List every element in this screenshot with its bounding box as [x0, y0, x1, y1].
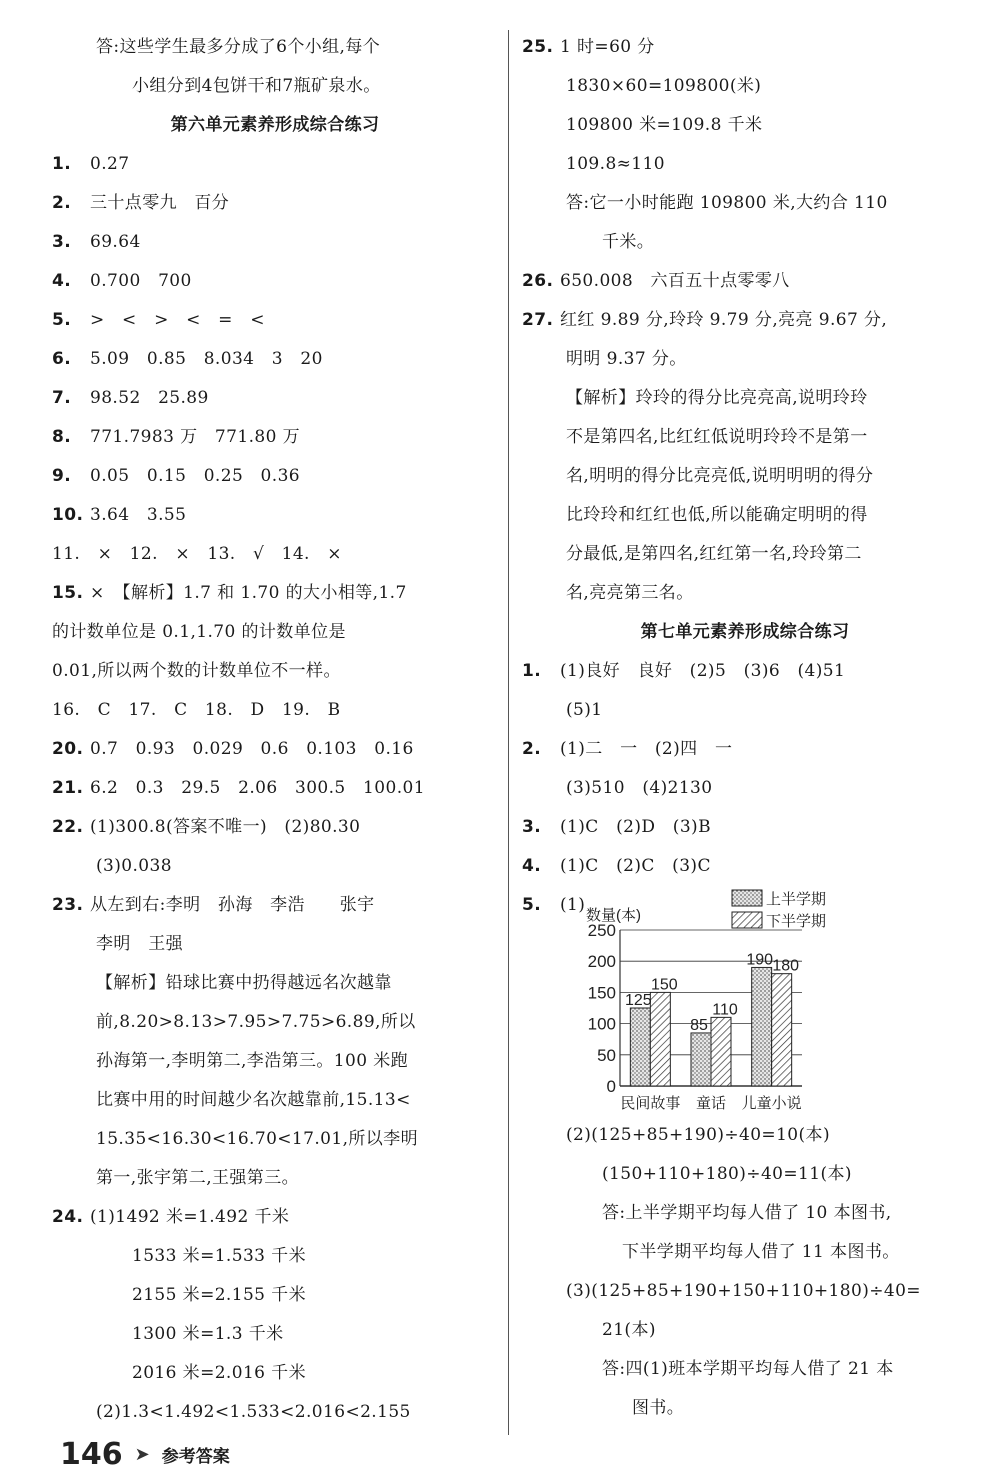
answer-item-b5: [522, 886, 968, 1116]
item-text: (1)C (2)C (3)C: [560, 856, 711, 876]
answer-line: (150+110+180)÷40=11(本): [602, 1164, 852, 1184]
item-text: 0.700 700: [90, 271, 192, 291]
analysis-line: 比赛中用的时间越少名次越靠前,15.13<: [96, 1090, 411, 1110]
answer-item-24: [52, 1198, 498, 1237]
x-tick-label: 儿童小说: [741, 1095, 802, 1112]
item-text: > < > < = <: [90, 310, 265, 330]
item-text: 3.64 3.55: [90, 505, 187, 525]
answer-item-10: [52, 496, 498, 535]
item-text: 1 时=60 分: [560, 37, 655, 57]
item-text: 三十点零九 百分: [90, 193, 230, 213]
answer-item-b2: [522, 730, 968, 769]
answer-line: 109800 米=109.8 千米: [566, 115, 763, 135]
item-number: 24.: [52, 1207, 84, 1227]
answer-items-11-14: 11. × 12. × 13. √ 14. ×: [52, 544, 342, 564]
item-number: 3.: [52, 232, 72, 252]
item-number: 7.: [52, 388, 72, 408]
item-text: (1)1492 米=1.492 千米: [90, 1207, 290, 1227]
y-tick-label: 50: [597, 1045, 616, 1065]
item-text: 6.2 0.3 29.5 2.06 300.5 100.01: [90, 778, 425, 798]
left-column: [52, 28, 498, 1432]
y-tick-label: 100: [587, 1014, 616, 1034]
legend-swatch: [732, 890, 762, 906]
item-text: (1)300.8(答案不唯一) (2)80.30: [90, 817, 361, 837]
answer-item-4: [52, 262, 498, 301]
answer-item-27: [522, 301, 968, 340]
answer-item-22: [52, 808, 498, 847]
answer-line: (2)1.3<1.492<1.533<2.016<2.155: [96, 1402, 411, 1422]
item-text: 5.09 0.85 8.034 3 20: [90, 349, 323, 369]
item-number: 1.: [52, 154, 72, 174]
answer-line: 2155 米=2.155 千米: [132, 1285, 306, 1305]
item-text: (1)良好 良好 (2)5 (3)6 (4)51: [560, 661, 846, 681]
answer-line: 图书。: [632, 1398, 685, 1418]
answer-line: 小组分到4包饼干和7瓶矿泉水。: [132, 76, 381, 96]
y-axis-label: 数量(本): [586, 907, 641, 924]
item-text: 771.7983 万 771.80 万: [90, 427, 301, 447]
answer-line: 答:它一小时能跑 109800 米,大约合 110: [566, 193, 888, 213]
answer-item-9: [52, 457, 498, 496]
answer-item-2: [52, 184, 498, 223]
item-number: 20.: [52, 739, 84, 759]
answer-line: 109.8≈110: [566, 154, 665, 174]
item-number: 2.: [52, 193, 72, 213]
item-number: 2.: [522, 739, 542, 759]
item-number: 10.: [52, 505, 84, 525]
item-text: 0.05 0.15 0.25 0.36: [90, 466, 301, 486]
answer-item-25: [522, 28, 968, 67]
item-number: 15.: [52, 583, 84, 603]
item-number: 26.: [522, 271, 554, 291]
item-number: 5.: [52, 310, 72, 330]
data-label: 125: [624, 992, 652, 1009]
answer-line: (5)1: [566, 700, 603, 720]
item-number: 25.: [522, 37, 554, 57]
item-text: 0.27: [90, 154, 130, 174]
data-label: 190: [746, 951, 774, 969]
item-b5-label: [522, 886, 585, 925]
answer-line: 千米。: [602, 232, 655, 252]
answer-item-7: [52, 379, 498, 418]
y-tick-label: 200: [587, 952, 616, 972]
answer-item-5: [52, 301, 498, 340]
answer-item-b1: [522, 652, 968, 691]
item-text: 从左到右:李明 孙海 李浩 张宇: [90, 895, 375, 915]
answer-item-6: [52, 340, 498, 379]
legend-label: 下半学期: [766, 913, 827, 930]
analysis-line: 不是第四名,比红红低说明玲玲不是第一: [566, 427, 868, 447]
item-text: 98.52 25.89: [90, 388, 209, 408]
answer-line: 2016 米=2.016 千米: [132, 1363, 306, 1383]
item-number: 4.: [52, 271, 72, 291]
analysis-line: 前,8.20>8.13>7.95>7.75>6.89,所以: [96, 1012, 416, 1032]
answer-line: (3)(125+85+190+150+110+180)÷40=: [566, 1281, 921, 1301]
item-text: (1): [560, 895, 586, 915]
analysis-line: 名,亮亮第三名。: [566, 583, 694, 603]
answer-line: 答:上半学期平均每人借了 10 本图书,: [602, 1203, 892, 1223]
item-number: 5.: [522, 895, 542, 915]
analysis-line: 分最低,是第四名,红红第一名,玲玲第二: [566, 544, 862, 564]
analysis-line: 【解析】玲玲的得分比亮亮高,说明玲玲: [566, 388, 868, 408]
y-tick-label: 0: [606, 1077, 616, 1096]
bar-first-half: [691, 1033, 711, 1086]
item-number: 8.: [52, 427, 72, 447]
item-number: 4.: [522, 856, 542, 876]
item-number: 9.: [52, 466, 72, 486]
y-tick-label: 250: [587, 921, 616, 940]
answer-item-15: [52, 574, 498, 613]
answer-line: 的计数单位是 0.1,1.70 的计数单位是: [52, 622, 346, 642]
answer-line: 1300 米=1.3 千米: [132, 1324, 284, 1344]
answer-line: 李明 王强: [96, 934, 183, 954]
answer-line: 答:四(1)班本学期平均每人借了 21 本: [602, 1359, 894, 1379]
item-number: 21.: [52, 778, 84, 798]
right-column: [522, 28, 968, 1428]
data-label: 150: [650, 976, 678, 994]
item-text: 0.7 0.93 0.029 0.6 0.103 0.16: [90, 739, 414, 759]
data-label: 110: [712, 1001, 738, 1019]
answer-line: 下半学期平均每人借了 11 本图书。: [622, 1242, 900, 1262]
analysis-line: 孙海第一,李明第二,李浩第三。100 米跑: [96, 1051, 409, 1071]
analysis-line: 第一,张宇第二,王强第三。: [96, 1168, 300, 1188]
item-text: 69.64: [90, 232, 141, 252]
page-footer: [60, 1436, 230, 1472]
answer-item-b3: [522, 808, 968, 847]
answer-item-20: [52, 730, 498, 769]
item-text: 650.008 六百五十点零零八: [560, 271, 790, 291]
bar-first-half: [752, 967, 772, 1086]
answer-line: (2)(125+85+190)÷40=10(本): [566, 1125, 830, 1145]
answer-item-8: [52, 418, 498, 457]
item-number: 6.: [52, 349, 72, 369]
footer-label: 参考答案: [161, 1446, 230, 1467]
answer-line: 21(本): [602, 1320, 656, 1340]
bar-first-half: [630, 1008, 650, 1086]
item-number: 27.: [522, 310, 554, 330]
analysis-line: 【解析】铅球比赛中扔得越远名次越靠: [96, 973, 392, 993]
answer-line: (3)510 (4)2130: [566, 778, 713, 798]
answer-line: 明明 9.37 分。: [566, 349, 687, 369]
item-number: 23.: [52, 895, 84, 915]
item-text: (1)C (2)D (3)B: [560, 817, 711, 837]
bar-second-half: [772, 974, 792, 1086]
item-number: 1.: [522, 661, 542, 681]
item-text: 红红 9.89 分,玲玲 9.79 分,亮亮 9.67 分,: [560, 310, 888, 330]
bar-second-half: [711, 1017, 731, 1086]
answer-item-26: [522, 262, 968, 301]
answer-line: 0.01,所以两个数的计数单位不一样。: [52, 661, 341, 681]
arrow-icon: ➤: [134, 1443, 150, 1465]
column-divider: [508, 30, 509, 1435]
x-tick-label: 童话: [695, 1095, 727, 1112]
section-heading-unit7: 第七单元素养形成综合练习: [640, 622, 850, 642]
answer-line: 1830×60=109800(米): [566, 76, 762, 96]
page-number: 146: [60, 1436, 123, 1472]
bar-second-half: [650, 992, 670, 1086]
x-tick-label: 民间故事: [620, 1095, 681, 1112]
item-text: (1)二 一 (2)四 一: [560, 739, 733, 759]
answer-item-1: [52, 145, 498, 184]
answer-item-21: [52, 769, 498, 808]
answer-line: (3)0.038: [96, 856, 172, 876]
answer-item-3: [52, 223, 498, 262]
answer-line: 答:这些学生最多分成了6个小组,每个: [96, 37, 381, 57]
item-number: 22.: [52, 817, 84, 837]
y-tick-label: 150: [587, 983, 616, 1003]
legend-swatch: [732, 912, 762, 928]
answer-item-b4: [522, 847, 968, 886]
analysis-line: 15.35<16.30<16.70<17.01,所以李明: [96, 1129, 419, 1149]
analysis-line: 名,明明的得分比亮亮低,说明明明的得分: [566, 466, 874, 486]
answer-items-16-19: 16. C 17. C 18. D 19. B: [52, 700, 341, 720]
data-label: 85: [690, 1016, 708, 1034]
bar-chart: [580, 886, 870, 1116]
item-number: 3.: [522, 817, 542, 837]
legend-label: 上半学期: [766, 891, 827, 908]
data-label: 180: [772, 957, 800, 975]
item-text: × 【解析】1.7 和 1.70 的大小相等,1.7: [90, 583, 407, 603]
answer-line: 1533 米=1.533 千米: [132, 1246, 306, 1266]
answer-item-23: [52, 886, 498, 925]
section-heading-unit6: 第六单元素养形成综合练习: [170, 115, 380, 135]
analysis-line: 比玲玲和红红也低,所以能确定明明的得: [566, 505, 868, 525]
